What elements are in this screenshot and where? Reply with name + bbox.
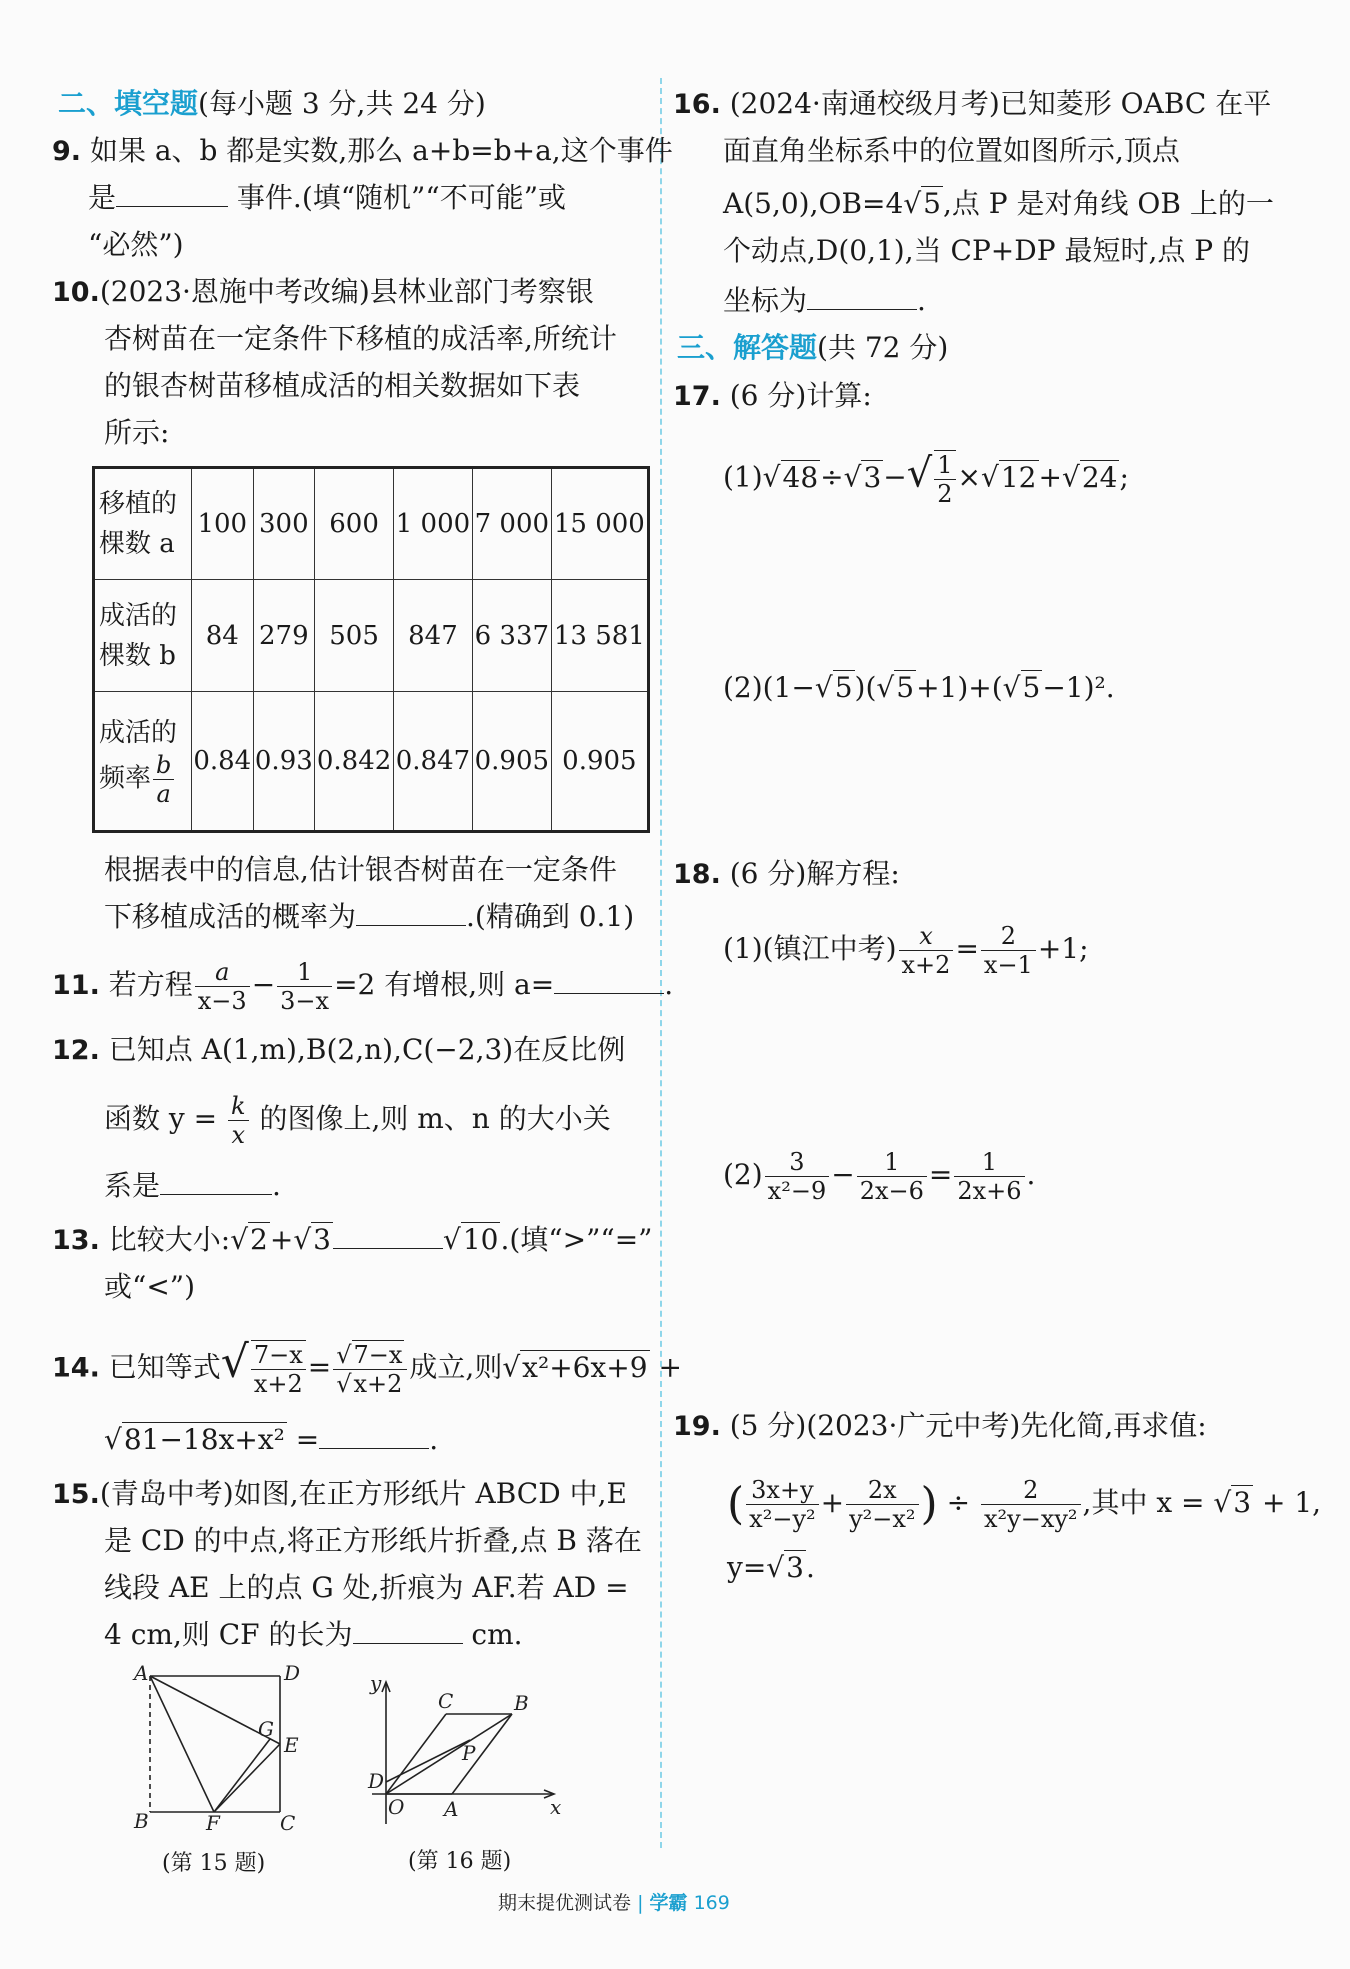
answer-blank[interactable] — [160, 1170, 272, 1195]
svg-text:C: C — [280, 1811, 296, 1834]
answer-blank[interactable] — [116, 182, 228, 207]
survival-rate-table — [92, 466, 650, 833]
section-3-heading: 三、解答题(共 72 分) — [677, 331, 949, 364]
table-row: 移植的 棵数 a 100 300 600 1 000 7 000 15 000 — [94, 468, 649, 580]
answer-blank[interactable] — [353, 1619, 463, 1644]
section-2-heading: 二、填空题(每小题 3 分,共 24 分) — [58, 87, 486, 120]
svg-text:O: O — [388, 1795, 405, 1819]
svg-text:B: B — [134, 1809, 149, 1833]
svg-text:B: B — [514, 1691, 529, 1715]
answer-blank[interactable] — [807, 285, 917, 310]
page-footer: 期末提优测试卷 | 学霸 169 — [498, 1892, 730, 1914]
svg-text:A: A — [134, 1664, 149, 1685]
svg-text:G: G — [258, 1717, 274, 1741]
svg-text:D: D — [368, 1769, 385, 1793]
answer-blank[interactable] — [319, 1424, 429, 1449]
svg-text:F: F — [206, 1811, 220, 1834]
answer-blank[interactable] — [554, 969, 664, 994]
answer-blank[interactable] — [356, 901, 466, 926]
table-row: 成活的 棵数 b 84 279 505 847 6 337 13 581 — [94, 580, 649, 692]
svg-text:D: D — [284, 1664, 301, 1685]
figure-15-caption: (第 15 题) — [162, 1851, 266, 1876]
table-row: 成活的 频率 $\frac{b}{a}$ 0.84 0.93 0.842 0.847 0.905 0.905 — [94, 692, 649, 832]
figure-16-diagram — [362, 1674, 562, 1834]
answer-blank[interactable] — [333, 1224, 443, 1249]
svg-text:A: A — [444, 1797, 459, 1821]
svg-text:x: x — [550, 1795, 562, 1819]
svg-text:y: y — [370, 1674, 382, 1695]
svg-text:E: E — [284, 1733, 299, 1757]
figure-16-caption: (第 16 题) — [408, 1849, 512, 1874]
figure-15-diagram — [130, 1664, 320, 1834]
svg-text:C: C — [438, 1689, 454, 1713]
svg-text:P: P — [462, 1741, 476, 1765]
